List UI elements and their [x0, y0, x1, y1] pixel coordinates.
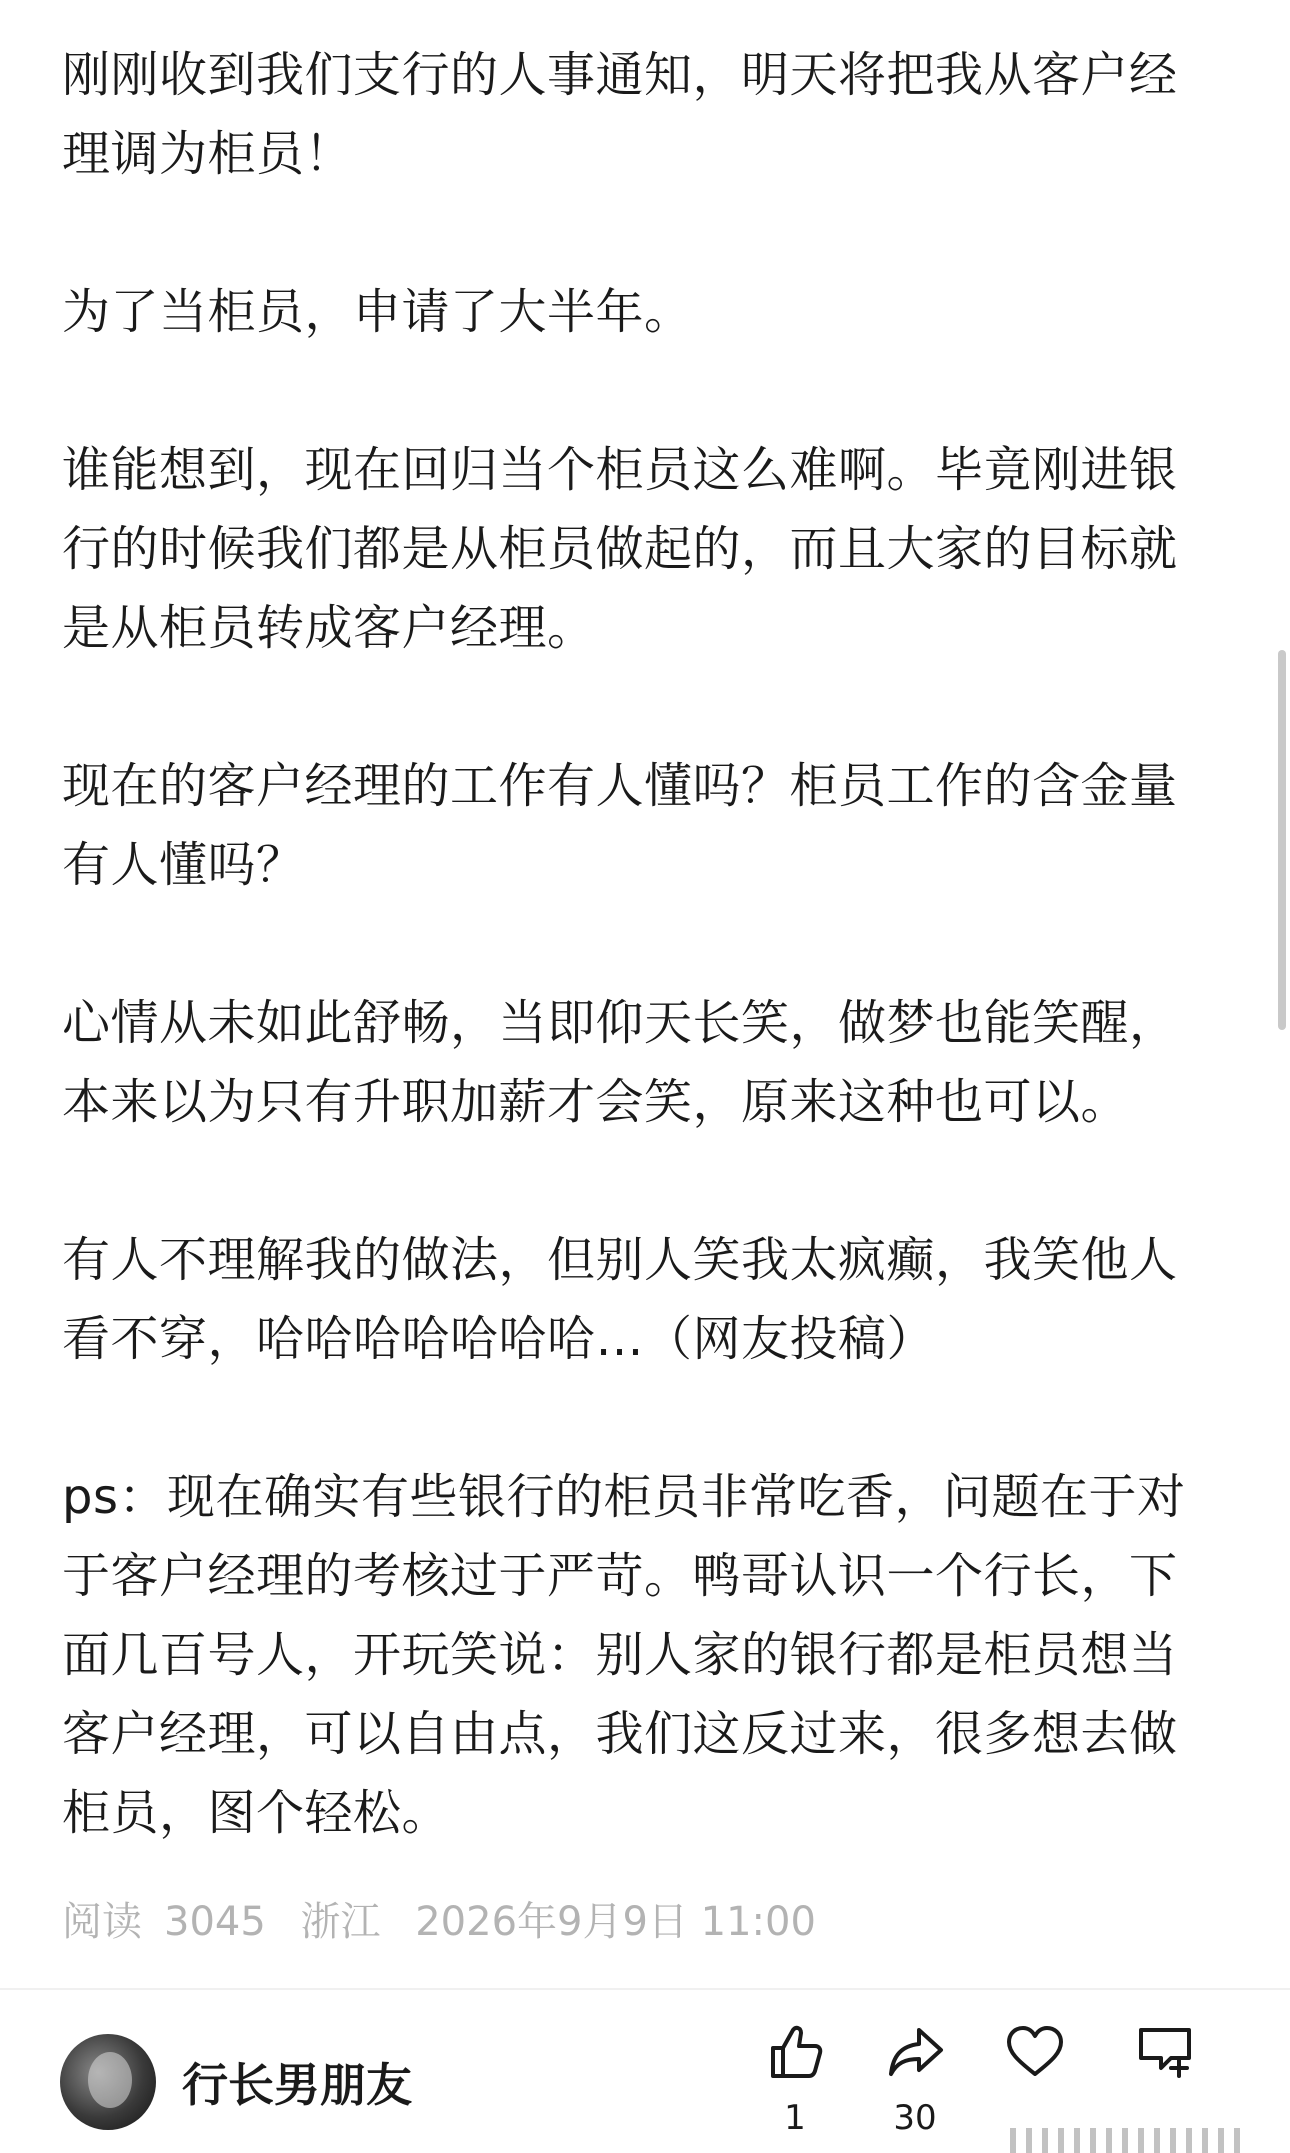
avatar[interactable]: [60, 2034, 156, 2130]
location: 浙江: [300, 1899, 381, 1945]
share-count: 30: [893, 2098, 937, 2138]
paragraph: 为了当柜员，申请了大半年。: [62, 284, 693, 340]
paragraph: 谁能想到，现在回归当个柜员这么难啊。毕竟刚进银行的时候我们都是从柜员做起的，而且大家的目标就是从柜员转成客户经理。: [62, 442, 1178, 656]
paragraph: 心情从未如此舒畅，当即仰天长笑，做梦也能笑醒，本来以为只有升职加薪才会笑，原来这种也可以。: [62, 995, 1178, 1130]
bottom-overlay-strip: [1010, 2128, 1250, 2153]
heart-icon: [1003, 2020, 1067, 2084]
comment-plus-icon: [1133, 2020, 1197, 2084]
comment-button[interactable]: [1120, 2020, 1210, 2138]
reads-count: 3045: [164, 1899, 266, 1945]
paragraph: ps：现在确实有些银行的柜员非常吃香，问题在于对于客户经理的考核过于严苛。鸭哥认识一个行长，下面几百号人，开玩笑说：别人家的银行都是柜员想当客户经理，可以自由点，我们这反过来，很多想去做柜员，图个轻松。: [62, 1469, 1186, 1841]
paragraph: 有人不理解我的做法，但别人笑我太疯癫，我笑他人看不穿，哈哈哈哈哈哈哈…（网友投稿）: [62, 1232, 1178, 1367]
author-block[interactable]: [60, 2034, 412, 2130]
like-button[interactable]: [750, 2020, 840, 2138]
post-datetime: 2026年9月9日 11:00: [415, 1899, 816, 1945]
paragraph: 现在的客户经理的工作有人懂吗？柜员工作的含金量有人懂吗？: [62, 758, 1178, 893]
post-meta: [62, 1890, 838, 1947]
article-body: [62, 36, 1222, 1853]
share-button[interactable]: [870, 2020, 960, 2138]
paragraph: 刚刚收到我们支行的人事通知，明天将把我从客户经理调为柜员！: [62, 47, 1178, 182]
divider: [0, 1988, 1290, 1990]
author-name[interactable]: 行长男朋友: [182, 2058, 412, 2112]
scrollbar[interactable]: [1278, 650, 1286, 1030]
favorite-button[interactable]: [990, 2020, 1080, 2138]
reads-label: 阅读: [62, 1899, 142, 1945]
share-arrow-icon: [883, 2020, 947, 2084]
thumbs-up-icon: [763, 2020, 827, 2084]
like-count: 1: [784, 2098, 806, 2138]
